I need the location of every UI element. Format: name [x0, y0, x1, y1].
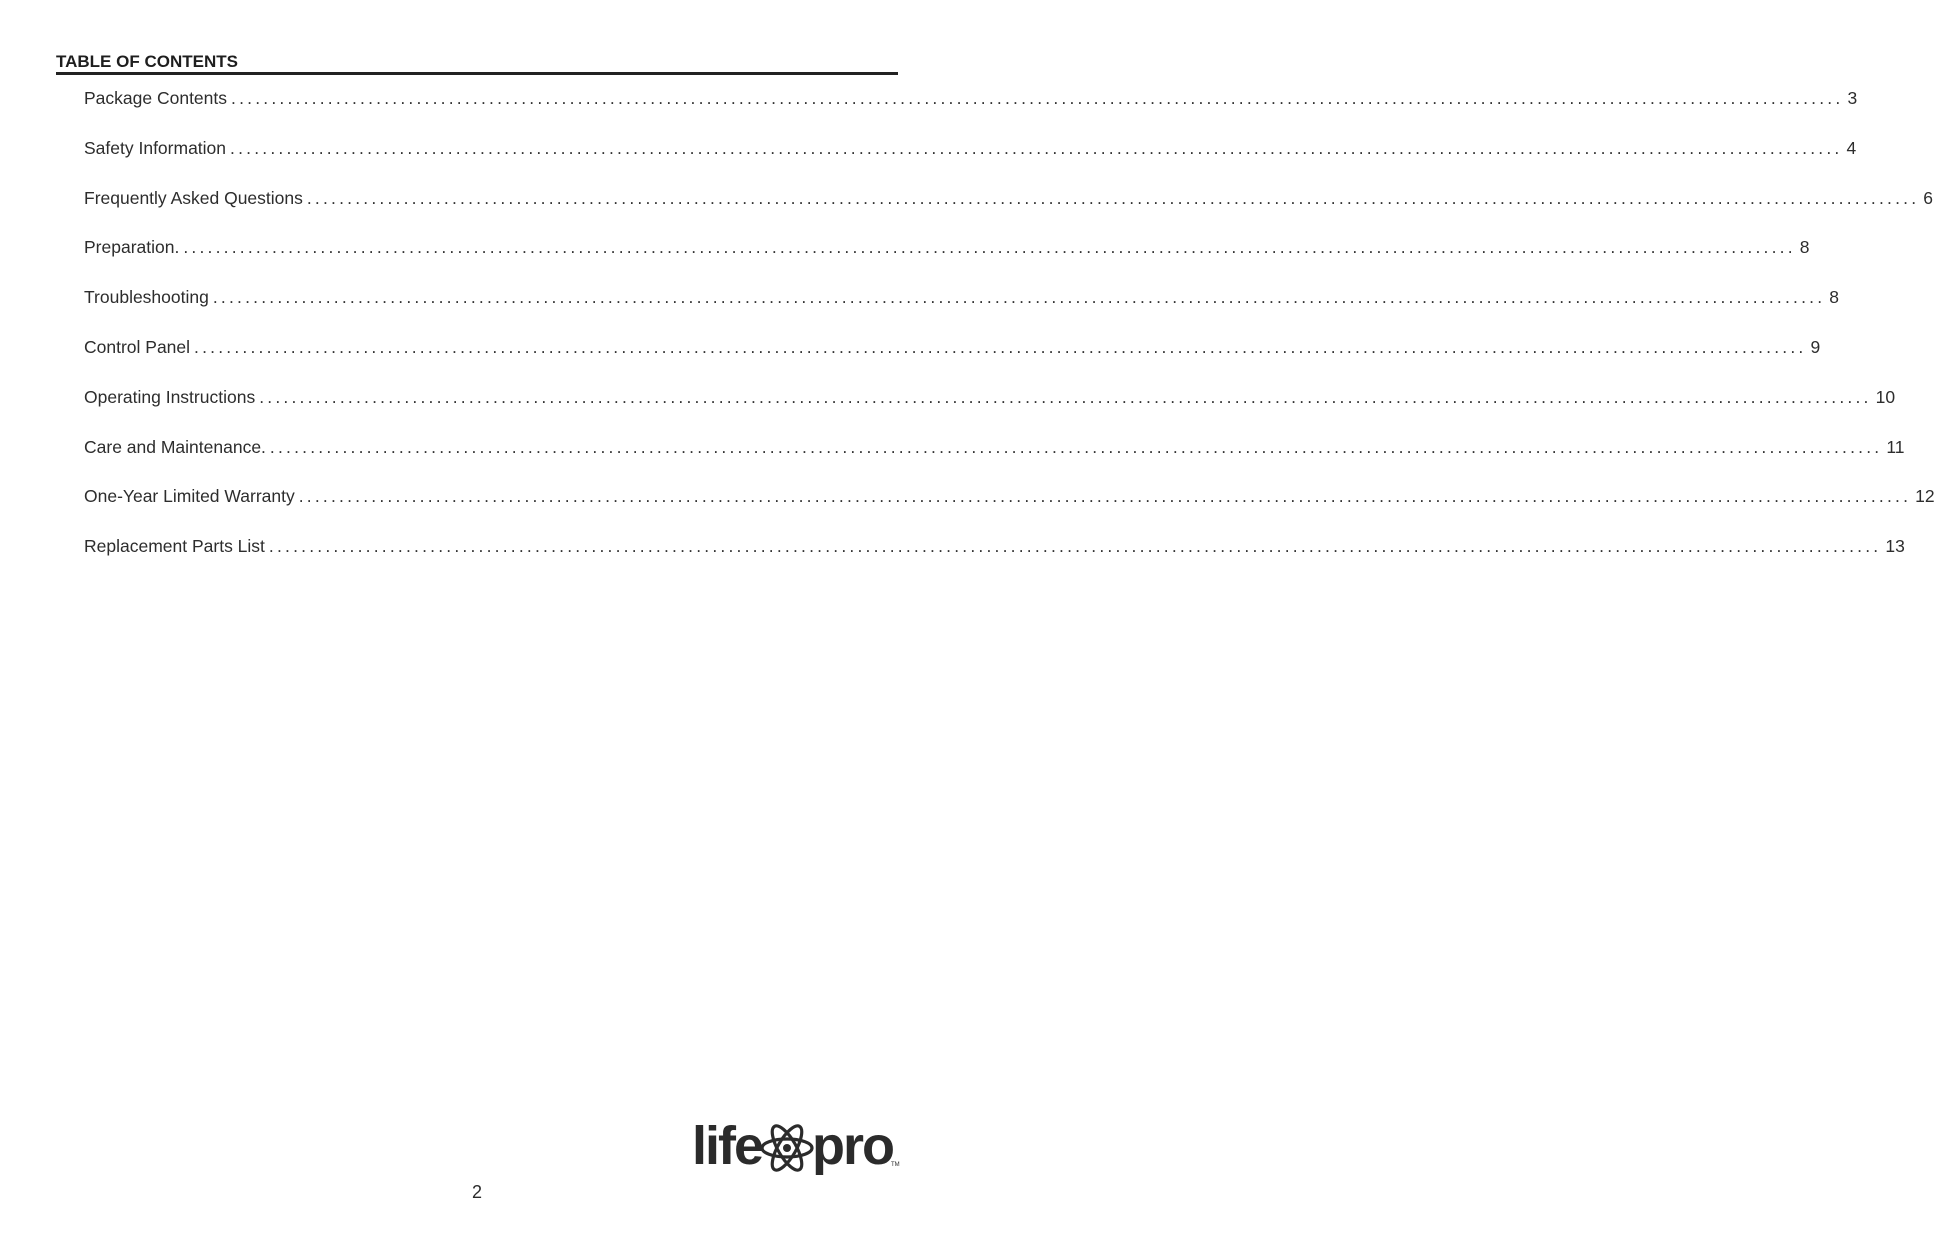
toc-entry[interactable] — [84, 137, 1857, 187]
dot-leader: ........................................................................................................................................................................................................ — [306, 187, 1920, 208]
toc-entry[interactable] — [84, 535, 1905, 585]
toc-entry[interactable] — [84, 386, 1896, 436]
toc-entry[interactable] — [84, 236, 1810, 286]
dot-leader: ........................................................................................................................................................................................................ — [268, 536, 1882, 557]
toc-entry-page: 3 — [1847, 88, 1858, 108]
toc-entry-title: One-Year Limited Warranty — [84, 486, 295, 507]
toc-entry-title: Package Contents — [84, 88, 228, 108]
logo-text-pro: pro — [812, 1116, 893, 1176]
trademark-mark: TM — [891, 1162, 900, 1168]
heading-divider — [56, 72, 898, 75]
logo-text-life: life — [692, 1116, 763, 1176]
toc-entry-title: Replacement Parts List — [84, 536, 265, 557]
toc-entry-page: 12 — [1915, 486, 1935, 507]
toc-entry-title: Safety Information — [84, 137, 227, 158]
dot-leader: ........................................................................................................................................................................................................ — [183, 237, 1796, 258]
toc-entry-page: 4 — [1846, 137, 1857, 158]
toc-entry-title: Control Panel — [84, 336, 191, 357]
toc-entry-page: 10 — [1875, 386, 1896, 407]
toc-entry-title: Frequently Asked Questions — [84, 187, 303, 208]
toc-entry-title: Care and Maintenance. — [84, 436, 266, 457]
toc-entry[interactable] — [84, 485, 1935, 535]
dot-leader: ........................................................................................................................................................................................................ — [194, 336, 1807, 357]
toc-entry[interactable] — [84, 286, 1840, 336]
toc-heading: TABLE OF CONTENTS — [56, 52, 238, 71]
page-number: 2 — [471, 1182, 482, 1202]
dot-leader: ........................................................................................................................................................................................................ — [230, 137, 1843, 158]
toc-entry-page: 13 — [1885, 536, 1905, 557]
dot-leader: ........................................................................................................................................................................................................ — [212, 287, 1826, 308]
toc-entry-title: Preparation. — [84, 237, 180, 258]
toc-entry-page: 8 — [1799, 237, 1810, 258]
atom-icon — [762, 1122, 812, 1174]
toc-entry-page: 11 — [1886, 436, 1905, 457]
toc-entry-page: 6 — [1923, 187, 1934, 208]
toc-list — [84, 87, 1935, 585]
toc-entry[interactable] — [84, 436, 1905, 486]
toc-entry-page: 8 — [1829, 287, 1840, 308]
dot-leader: ........................................................................................................................................................................................................ — [231, 88, 1844, 108]
toc-entry-page: 9 — [1810, 336, 1821, 357]
dot-leader: ........................................................................................................................................................................................................ — [269, 436, 1883, 457]
toc-entry[interactable] — [84, 87, 1858, 137]
toc-entry[interactable] — [84, 187, 1934, 237]
lifepro-logo — [692, 1112, 902, 1184]
toc-entry[interactable] — [84, 336, 1821, 386]
dot-leader: ........................................................................................................................................................................................................ — [298, 486, 1912, 507]
toc-entry-title: Operating Instructions — [84, 386, 256, 407]
toc-entry-title: Troubleshooting — [84, 287, 209, 308]
dot-leader: ........................................................................................................................................................................................................ — [259, 386, 1872, 407]
